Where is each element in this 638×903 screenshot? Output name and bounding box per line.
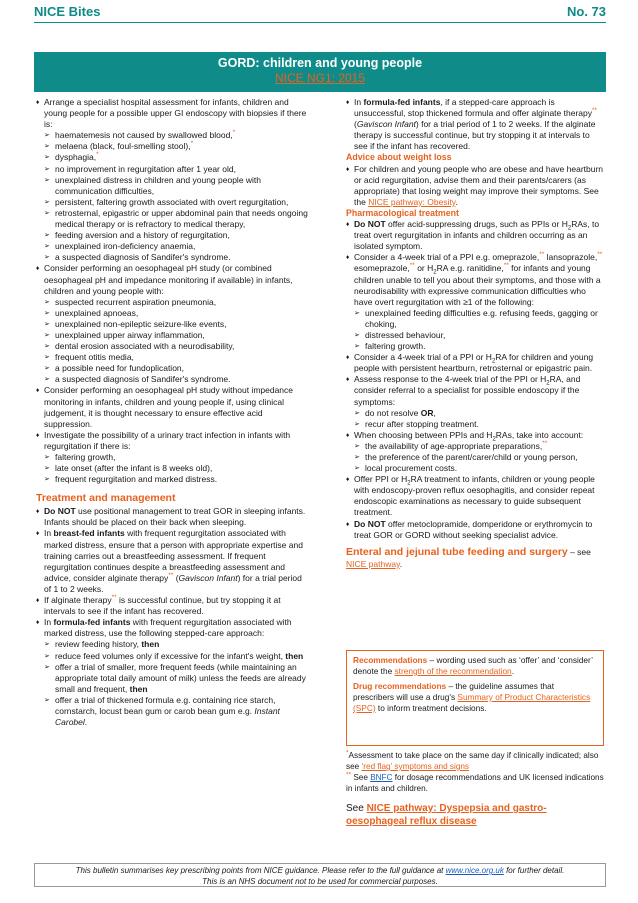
list-item: ➢ faltering growth,	[36, 452, 310, 463]
list-item: ➢ late onset (after the infant is 8 weeks old),	[36, 463, 310, 474]
list-item: ➢ retrosternal, epigastric or upper abdominal pain that needs ongoing medical therapy or is refractory to medical therapy,	[36, 208, 310, 230]
nice-website-link[interactable]: www.nice.org.uk	[445, 866, 504, 875]
breastfed-bullet: ♦ In breast-fed infants with frequent regurgitation associated with marked distress, ensure that a person with appropriate expertise and training carries out a breastfeeding assessment. If frequent regurgitation continues despite a breastfeeding assessment and advice, consider alginate therapy** (Gaviscon Infant) for a trial period of 1 to 2 weeks.	[36, 528, 310, 595]
left-column	[36, 97, 310, 728]
treatment-heading: Treatment and management	[36, 492, 176, 505]
ppi-trial-bullet: ♦ Consider a 4-week trial of a PPI e.g. omeprazole,** lansoprazole,** esomeprazole,** or $H_2RA$ e.g. ranitidine,** for infants and young children unable to tell you about their symptoms, and those with a neurodisability with expressive communication difficulties who have overt regurgitation with ≥1 of the following:	[346, 252, 604, 307]
list-item: ➢ unexplained distress in children and young people with communication difficulties,	[36, 175, 310, 197]
list-item: ➢ dental erosion associated with a neurodisability,	[36, 341, 310, 352]
enteral-heading: Enteral and jejunal tube feeding and surgery – see	[346, 545, 591, 558]
footnote-double: ** See BNFC for dosage recommendations and UK licensed indications in infants and children.	[346, 771, 604, 793]
double-asterisk-mark: **	[592, 107, 598, 115]
alginate-bullet: ♦ If alginate therapy** is successful continue, but try stopping it at intervals to see if the infant has recovered.	[36, 595, 310, 617]
formula-fed-bullet: ♦ In formula-fed infants with frequent regurgitation associated with marked distress, use the following stepped-care approach:	[36, 617, 310, 639]
list-item: ➢ frequent regurgitation and marked distress.	[36, 474, 310, 485]
list-item: ➢ distressed behaviour,	[346, 330, 604, 341]
list-item: ➢ faltering growth.	[346, 341, 604, 352]
list-item: ➢ melaena (black, foul-smelling stool),*	[36, 141, 310, 152]
list-item: ➢ haematemesis not caused by swallowed blood,*	[36, 130, 310, 141]
list-item: ➢ unexplained feeding difficulties e.g. refusing feeds, gagging or choking,	[346, 308, 604, 330]
footer-line-2: This is an NHS document not to be used for commercial purposes.	[202, 877, 438, 886]
red-flag-link[interactable]: ‘red flag’ symptoms and signs	[361, 762, 470, 771]
list-item: ➢ a suspected diagnosis of Sandifer's syndrome.	[36, 374, 310, 385]
list-item: ➢ frequent otitis media,	[36, 352, 310, 363]
footnotes	[346, 750, 604, 794]
page-footer	[34, 863, 606, 887]
asterisk-mark: *	[190, 140, 194, 148]
no-acid-suppression-bullet: ♦ Do NOT offer acid-suppressing drugs, such as PPIs or $H_2RAs$, to treat overt regurgitation in infants and children occurring as an isolated symptom.	[346, 219, 604, 252]
brand-title: NICE Bites	[34, 4, 101, 19]
list-item: ➢ no improvement in regurgitation after 1 year old,	[36, 164, 310, 175]
footnote-single: *Assessment to take place on the same day if clinically indicated; also see ‘red flag’ symptoms and signs	[346, 749, 599, 771]
persistent-heartburn-bullet: ♦ Consider a 4-week trial of a PPI or $H_2RA$ for children and young people with persistent heartburn, retrosternal or epigastric pain.	[346, 352, 604, 374]
metoclopramide-bullet: ♦ Do NOT offer metoclopramide, domperidone or erythromycin to treat GOR or GORD without seeking specialist advice.	[346, 519, 604, 541]
list-item: ➢ unexplained upper airway inflammation,	[36, 330, 310, 341]
list-item: ➢ feeding aversion and a history of regurgitation,	[36, 230, 310, 241]
list-item: ➢ do not resolve OR,	[346, 408, 604, 419]
page-header	[34, 4, 606, 20]
recommendations-note: Recommendations – wording used such as ‘offer’ and ‘consider’ denote the strength of the recommendation.	[353, 655, 593, 676]
list-item: ➢ a possible need for fundoplication,	[36, 363, 310, 374]
list-item: ➢ unexplained iron-deficiency anaemia,	[36, 241, 310, 252]
weight-bullet: ♦ For children and young people who are obese and have heartburn or acid regurgitation, advise them and their parents/carers (as appropriate) that losing weight may improve their symptoms. See the NICE pathway: Obesity.	[346, 164, 604, 208]
weight-heading: Advice about weight loss	[346, 152, 452, 163]
right-column	[346, 97, 604, 570]
list-item: ➢ unexplained non-epileptic seizure-like events,	[36, 319, 310, 330]
footer-line-1: This bulletin summarises key prescribing points from NICE guidance. Please refer to the full guidance at www.nice.org.uk for further detail.	[75, 866, 565, 875]
guideline-link[interactable]: NICE NG1: 2015	[274, 71, 366, 85]
ph-study-bullet: ♦ Consider performing an oesophageal pH study (or combined oesophageal pH and impedance monitoring if available) in infants, children and young people with:	[36, 263, 310, 296]
spc-link[interactable]: Summary of Product Characteristics (SPC)	[353, 692, 591, 713]
bnfc-link[interactable]: BNFC	[370, 773, 393, 782]
issue-number: No. 73	[566, 4, 606, 19]
list-item: ➢ reduce feed volumes only if excessive for the infant's weight, then	[36, 651, 310, 662]
asterisk-mark: *	[232, 129, 236, 137]
endoscopy-proven-bullet: ♦ Offer PPI or $H_2RA$ treatment to infants, children or young people with endoscopy-proven reflux oesophagitis, and consider repeat endoscopic examinations as necessary to guide subsequent treatment.	[346, 474, 604, 518]
list-item: ➢ review feeding history, then	[36, 639, 310, 650]
double-asterisk-mark: **	[111, 594, 117, 602]
pharm-heading: Pharmacological treatment	[346, 207, 459, 218]
dyspepsia-pathway-link[interactable]: NICE pathway: Dyspepsia and gastro-oesophageal reflux disease	[346, 803, 547, 827]
header-divider	[34, 22, 606, 23]
list-item: ➢ unexplained apnoeas,	[36, 308, 310, 319]
list-item: ➢ the availability of age-appropriate preparations,**	[346, 441, 604, 452]
strength-link[interactable]: strength of the recommendation	[394, 666, 512, 676]
list-item: ➢ offer a trial of smaller, more frequent feeds (while maintaining an appropriate total daily amount of milk) unless the feeds are already small and frequent, then	[36, 662, 310, 695]
ph-study-no-impedance-bullet: ♦ Consider performing an oesophageal pH study without impedance monitoring in infants, children and young people if, using clinical judgement, it is thought necessary to ensure effective acid suppression.	[36, 385, 310, 429]
list-item: ➢ a suspected diagnosis of Sandifer's syndrome.	[36, 252, 310, 263]
drug-note: Drug recommendations – the guideline assumes that prescribers will use a drug's Summary of Product Characteristics (SPC) to inform treatment decisions.	[353, 681, 591, 713]
enteral-pathway-line: NICE pathway.	[346, 558, 403, 569]
list-item: ➢ the preference of the parent/carer/child or young person,	[346, 452, 604, 463]
formula-fed-alginate-bullet: ♦ In formula-fed infants, if a stepped-care approach is unsuccessful, stop thickened formula and offer alginate therapy** (Gaviscon Infant) for a trial period of 1 to 2 weeks. If the alginate therapy is successful continue, but try stopping it at intervals to see if the infant has recovered.	[346, 97, 604, 152]
assessment-bullet: ♦ Arrange a specialist hospital assessment for infants, children and young people for a possible upper GI endoscopy with biopsies if there is:	[36, 97, 310, 130]
asterisk-mark: *	[96, 151, 99, 159]
title-banner	[34, 52, 606, 92]
obesity-pathway-link[interactable]: NICE pathway: Obesity	[368, 196, 456, 207]
list-item: ➢ local procurement costs.	[346, 463, 604, 474]
assess-response-bullet: ♦ Assess response to the 4-week trial of the PPI or $H_2RA$, and consider referral to a specialist for possible endoscopy if the symptoms:	[346, 374, 604, 407]
list-item: ➢ recur after stopping treatment.	[346, 419, 604, 430]
list-item: ➢ suspected recurrent aspiration pneumonia,	[36, 297, 310, 308]
list-item: ➢ offer a trial of thickened formula e.g. containing rice starch, cornstarch, locust bean gum or carob bean gum e.g. Instant Carobel.	[36, 695, 310, 728]
nice-pathway-link[interactable]: NICE pathway	[346, 558, 400, 569]
choosing-bullet: ♦ When choosing between PPIs and $H_2RAs$, take into account:	[346, 430, 604, 441]
list-item: ➢ dysphagia,*	[36, 152, 310, 163]
list-item: ➢ persistent, faltering growth associated with overt regurgitation,	[36, 197, 310, 208]
positional-bullet: ♦ Do NOT use positional management to treat GOR in sleeping infants. Infants should be placed on their back when sleeping.	[36, 506, 310, 528]
recommendations-box	[346, 650, 604, 746]
double-asterisk-mark: **	[168, 572, 174, 580]
document-title: GORD: children and young people	[217, 56, 423, 70]
uti-bullet: ♦ Investigate the possibility of a urinary tract infection in infants with regurgitation if there is:	[36, 430, 310, 452]
dyspepsia-pathway: See NICE pathway: Dyspepsia and gastro-oesophageal reflux disease	[346, 803, 547, 827]
